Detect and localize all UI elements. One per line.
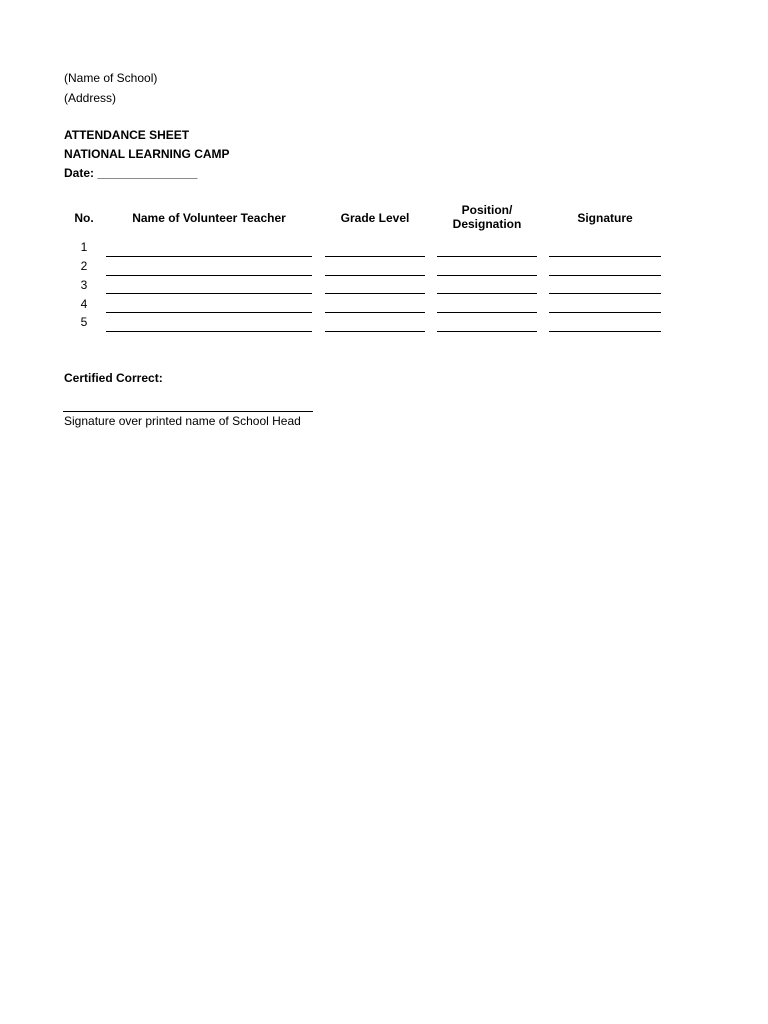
position-blank xyxy=(437,331,537,332)
column-header-grade: Grade Level xyxy=(340,211,410,225)
position-blank xyxy=(437,293,537,294)
position-blank xyxy=(437,256,537,257)
signature-caption: Signature over printed name of School Head xyxy=(64,414,301,428)
name-blank xyxy=(106,293,312,294)
column-header-position xyxy=(437,203,537,231)
name-blank xyxy=(106,256,312,257)
column-header-position-line2: Designation xyxy=(452,217,522,231)
certified-label: Certified Correct: xyxy=(64,371,163,385)
column-header-position-line1: Position/ xyxy=(461,203,513,217)
name-blank xyxy=(106,312,312,313)
row-number: 5 xyxy=(80,315,88,329)
position-blank xyxy=(437,312,537,313)
row-number: 3 xyxy=(80,278,88,292)
date-field: Date: _______________ xyxy=(64,166,198,180)
column-header-no: No. xyxy=(74,211,94,225)
school-head-signature-line xyxy=(63,411,313,412)
signature-blank xyxy=(549,312,661,313)
sheet-title: ATTENDANCE SHEET xyxy=(64,128,190,142)
signature-blank xyxy=(549,256,661,257)
grade-blank xyxy=(325,275,425,276)
school-name: (Name of School) xyxy=(64,71,158,85)
column-header-name: Name of Volunteer Teacher xyxy=(132,211,286,225)
grade-blank xyxy=(325,256,425,257)
school-address: (Address) xyxy=(64,91,117,105)
name-blank xyxy=(106,275,312,276)
signature-blank xyxy=(549,275,661,276)
row-number: 1 xyxy=(80,240,88,254)
position-blank xyxy=(437,275,537,276)
grade-blank xyxy=(325,312,425,313)
row-number: 2 xyxy=(80,259,88,273)
signature-blank xyxy=(549,293,661,294)
signature-blank xyxy=(549,331,661,332)
row-number: 4 xyxy=(80,297,88,311)
name-blank xyxy=(106,331,312,332)
grade-blank xyxy=(325,293,425,294)
grade-blank xyxy=(325,331,425,332)
column-header-signature: Signature xyxy=(577,211,633,225)
sheet-subtitle: NATIONAL LEARNING CAMP xyxy=(64,147,230,161)
